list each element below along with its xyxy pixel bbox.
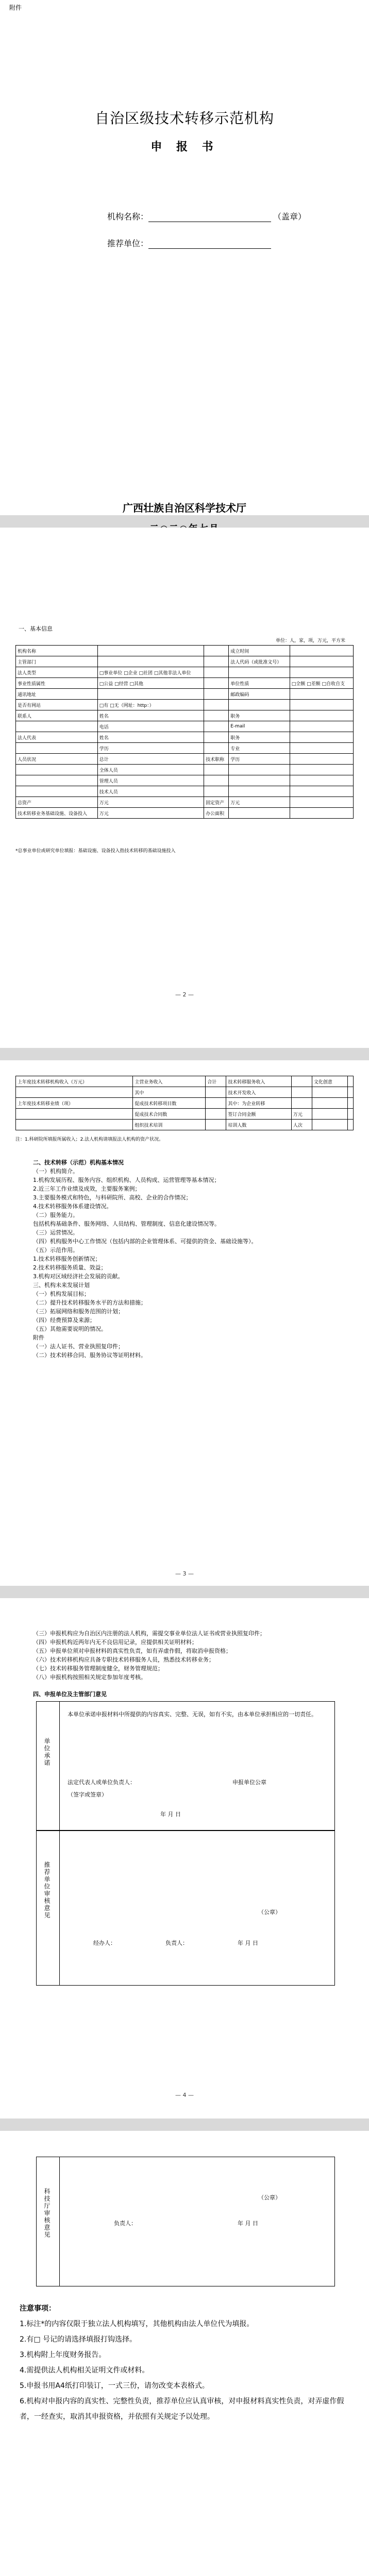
paragraph: （七）技术转移服务管理制度健全，财务管理规范；: [33, 1665, 163, 1672]
stats-page: [0, 1060, 369, 1586]
org-seal: （盖章）: [273, 212, 307, 222]
table-row: [16, 1098, 354, 1109]
paragraph: （二）技术转移合同、服务协议等证明材料。: [33, 1352, 146, 1359]
department-lead-label: 负责人：: [114, 2220, 137, 2227]
paragraph: （二）服务能力。: [33, 1212, 78, 1218]
signature-note: （签字或签章）: [68, 1791, 107, 1798]
table-cell[interactable]: [204, 678, 229, 689]
recommender-opinion-label: 推荐单位审核意见: [43, 1861, 51, 1919]
commitment-box: [36, 1701, 335, 1831]
table-cell[interactable]: [312, 1120, 347, 1130]
table-cell: 培训人数: [226, 1120, 292, 1130]
table-cell[interactable]: [206, 1087, 226, 1098]
table-cell: 专业: [229, 743, 290, 754]
table-row: [16, 775, 354, 786]
table-cell: 成立时间: [229, 646, 290, 656]
table-cell[interactable]: [290, 743, 353, 754]
table-cell[interactable]: [290, 775, 353, 786]
table-cell: □全额 □差额 □自收自支: [290, 678, 353, 689]
recommender-lead-label: 负责人：: [165, 1940, 188, 1946]
table-row: [16, 667, 354, 678]
table-cell: 邮政编码: [229, 689, 290, 700]
table-cell[interactable]: [16, 1109, 133, 1120]
basic-heading: 一、基本信息: [19, 625, 53, 632]
issuer-name: 广西壮族自治区科学技术厅: [123, 502, 246, 514]
cover-subtitle: 申 报 书: [150, 141, 219, 154]
notes-title: 注意事项：: [20, 2304, 56, 2313]
table-cell: 技术职称: [204, 754, 229, 765]
table-cell[interactable]: [204, 689, 229, 700]
table-cell[interactable]: [290, 700, 353, 710]
table-row: [16, 808, 354, 819]
paragraph: （六）技术转移机构应具备专职技术转移服务人员，熟悉技术转移业务；: [33, 1656, 214, 1663]
table-cell: □有 □无（网址：http：）: [97, 700, 204, 710]
paragraph: （四）经费预算及来源；: [33, 1317, 95, 1324]
org-name-label: 机构名称：: [107, 212, 149, 222]
table-cell: 技术转移业务基础设施、设备投入: [16, 808, 98, 819]
table-cell[interactable]: [204, 667, 229, 678]
attachment-label: 附件: [9, 4, 22, 11]
table-cell: 法人代表: [16, 732, 98, 743]
table-cell: 办公面积: [204, 808, 229, 819]
table-row: [16, 797, 354, 808]
table-cell: 合计: [206, 1076, 226, 1087]
table-cell: E-mail: [229, 721, 290, 732]
table-cell: 万元: [97, 797, 204, 808]
table-cell: 固定资产: [204, 797, 229, 808]
table-cell: 单位性质: [229, 678, 290, 689]
table-cell: 文化创意: [312, 1076, 347, 1087]
table-cell[interactable]: [347, 1087, 353, 1098]
table-cell[interactable]: [290, 765, 353, 775]
page-number: — 2 —: [175, 991, 194, 998]
table-cell[interactable]: [204, 646, 229, 656]
narrative-heading: 二、技术转移（示范）机构基本情况: [33, 1159, 124, 1166]
paragraph: （二）提升技术转移服务水平的方法和措施；: [33, 1299, 146, 1306]
table-cell[interactable]: [204, 786, 229, 797]
table-cell[interactable]: [16, 765, 98, 775]
table-cell: 主管部门: [16, 656, 98, 667]
table-cell[interactable]: [290, 732, 353, 743]
table-cell[interactable]: [97, 689, 204, 700]
box-divider: [59, 1702, 60, 1831]
table-cell: 上年度技术转移机构收入（万元）: [16, 1076, 133, 1087]
table-cell[interactable]: [16, 1120, 133, 1130]
table-cell: 职务: [229, 710, 290, 721]
table-cell: 通讯地址: [16, 689, 98, 700]
table-row: [16, 765, 354, 775]
cover-page: [0, 0, 369, 515]
page-number: — 4 —: [175, 2092, 194, 2098]
org-name-line[interactable]: [148, 212, 271, 222]
table-cell[interactable]: [229, 775, 290, 786]
box-divider: [59, 1831, 60, 1985]
table-cell[interactable]: [204, 721, 229, 732]
paragraph: 3.机构对区域经济社会发展的贡献。: [33, 1273, 124, 1280]
table-cell: 其中: [133, 1087, 206, 1098]
paragraph: （三）拓展网络和服务范围的计划；: [33, 1308, 124, 1315]
table-cell: 事业性质属性: [16, 678, 98, 689]
table-cell[interactable]: [229, 667, 290, 678]
table-cell: □公益 □经营 □其他: [97, 678, 204, 689]
paragraph: 1.标注*的内容仅限于独立法人机构填写，其他机构由法人单位代为填报。: [20, 2320, 254, 2328]
paragraph: （五）申报单位须对申报材料的真实性负责，如有弄虚作假，将取消申报资格；: [33, 1648, 231, 1654]
table-cell[interactable]: [97, 656, 204, 667]
table-cell[interactable]: [16, 786, 98, 797]
table-cell: 是否有网站: [16, 700, 98, 710]
basic-info-page: [0, 528, 369, 1048]
paragraph: 附件: [33, 1334, 44, 1341]
narrative-block: [33, 1158, 337, 1360]
table-cell: 管理人员: [97, 775, 204, 786]
table-cell[interactable]: [347, 1076, 353, 1087]
table-row: [16, 1087, 354, 1098]
table-cell: 总计: [97, 754, 204, 765]
recommender-label: 推荐单位：: [107, 239, 149, 248]
table-row: [16, 700, 354, 710]
stats-table: [15, 1076, 354, 1130]
table-cell: 万元: [291, 1109, 312, 1120]
table-cell: 机构名称: [16, 646, 98, 656]
table-cell[interactable]: [229, 808, 290, 819]
paragraph: （一）法人证书、营业执照复印件；: [33, 1343, 124, 1350]
table-cell[interactable]: [229, 700, 290, 710]
table-cell: 法人代码（或批准文号）: [229, 656, 290, 667]
table-row: [16, 689, 354, 700]
department-seal: （公章）: [258, 2194, 281, 2201]
table-cell: 主营业务收入: [133, 1076, 206, 1087]
table-cell[interactable]: [312, 1109, 347, 1120]
commitment-text: 本单位承诺申报材料中所提供的内容真实、完整、无误，如有不实，由本单位承担相应的一切责任。: [68, 1711, 317, 1718]
table-cell[interactable]: [290, 689, 353, 700]
table-cell: 组织技术培训: [133, 1120, 206, 1130]
paragraph: （五）其他需要说明的情况。: [33, 1326, 107, 1332]
table-cell: 联系人: [16, 710, 98, 721]
table-row: [16, 678, 354, 689]
table-cell: 万元: [229, 797, 290, 808]
table-cell[interactable]: [204, 710, 229, 721]
page-number: — 3 —: [175, 1570, 194, 1577]
recommender-line[interactable]: [148, 239, 271, 249]
table-row: [16, 786, 354, 797]
department-box: [36, 2157, 335, 2286]
table-cell: 技术人员: [97, 786, 204, 797]
table-cell[interactable]: [204, 743, 229, 754]
table-cell[interactable]: [204, 765, 229, 775]
stats-footnote: 注：1.科研院所填报所属收入；2.法人机构请填报法人机构的资产状况。: [15, 1137, 164, 1142]
legal-rep-label: 法定代表人或单位负责人：: [68, 1779, 136, 1786]
notes-page: [0, 2131, 369, 2576]
table-cell[interactable]: [312, 1087, 347, 1098]
table-cell[interactable]: [16, 721, 98, 732]
recommender-row: [107, 237, 271, 249]
opinion-page: [0, 1598, 369, 2119]
department-opinion-label: 科技厅审核意见: [43, 2188, 51, 2239]
table-cell: □事业单位 □企业 □社团 □其他非法人单位: [97, 667, 204, 678]
table-cell[interactable]: [206, 1098, 226, 1109]
paragraph: （一）机构发展目标；: [33, 1291, 90, 1297]
paragraph: （四）申报机构近两年内无不良信用记录，应提供相关证明材料；: [33, 1639, 197, 1646]
table-cell: 电话: [97, 721, 204, 732]
table-cell[interactable]: [347, 1098, 353, 1109]
table-row: [16, 1120, 354, 1130]
paragraph: 包括机构基础条件、服务网络、人员结构、管理制度、信息化建设情况等。: [33, 1221, 220, 1227]
box-divider: [59, 2157, 60, 2286]
table-row: [16, 1076, 354, 1087]
table-cell[interactable]: [204, 656, 229, 667]
org-name-row: [107, 210, 306, 222]
paragraph: 1.技术转移服务创新情况；: [33, 1256, 101, 1262]
paragraph: （三）运营情况。: [33, 1229, 78, 1236]
handler-label: 经办人：: [93, 1940, 116, 1946]
basic-info-table: [15, 645, 354, 819]
table-cell[interactable]: [347, 1109, 353, 1120]
table-cell[interactable]: [16, 775, 98, 786]
paragraph: 2.有□ 号记的请选择填报打钩选择。: [20, 2335, 137, 2344]
table-row: [16, 656, 354, 667]
table-cell[interactable]: [291, 1098, 312, 1109]
commitment-label: 单位承诺: [43, 1738, 51, 1767]
table-cell[interactable]: [204, 732, 229, 743]
date-field[interactable]: 年 月 日: [238, 2220, 258, 2227]
paragraph: 3.机构附上年度财务报告。: [20, 2351, 106, 2359]
table-cell: 签订合同金额: [226, 1109, 292, 1120]
table-cell: 促成技术合同数: [133, 1109, 206, 1120]
paragraph: 3.主要服务模式和特色，与科研院所、高校、企业的合作情况；: [33, 1194, 192, 1201]
table-cell[interactable]: [204, 700, 229, 710]
paragraph: （八）申报机构按照相关规定参加年度考核。: [33, 1674, 146, 1681]
date-field[interactable]: 年 月 日: [160, 1811, 181, 1818]
unit-note: 单位：人，家，项，万元，平方米: [275, 638, 345, 643]
cover-title: 自治区级技术转移示范机构: [94, 110, 274, 127]
table-cell: 人次: [291, 1120, 312, 1130]
paragraph: 1.机构发展历程、服务内容、组织机构、人员构成、运营管理等基本情况；: [33, 1177, 220, 1183]
table-row: [16, 1109, 354, 1120]
table-cell[interactable]: [347, 1120, 353, 1130]
table-cell[interactable]: [229, 765, 290, 775]
table-cell: 人员状况: [16, 754, 98, 765]
table-cell: 技术转移服务收入: [226, 1076, 292, 1087]
table-cell: 姓名: [97, 710, 204, 721]
applicant-seal: 申报单位公章: [232, 1779, 266, 1786]
table-cell: 全体人员: [97, 765, 204, 775]
paragraph: 4.技术转移服务体系建设情况。: [33, 1203, 112, 1210]
table-cell: 其中：为企业转移: [226, 1098, 292, 1109]
table-cell: 学历: [229, 754, 290, 765]
table-cell[interactable]: [16, 743, 98, 754]
table-cell[interactable]: [290, 710, 353, 721]
paragraph: （四）机构服务中心工作情况（包括内部的企业管理体系、可提供的资金、基础设施等）。: [33, 1238, 257, 1245]
table-row: [16, 721, 354, 732]
table-cell[interactable]: [16, 1087, 133, 1098]
table-cell[interactable]: [204, 775, 229, 786]
table-row: [16, 710, 354, 721]
table-cell[interactable]: [312, 1098, 347, 1109]
table-cell[interactable]: [290, 808, 353, 819]
notes-block: [20, 2301, 349, 2425]
table-cell[interactable]: [290, 797, 353, 808]
table-cell[interactable]: [291, 1087, 312, 1098]
paragraph: 6.机构对申报内容的真实性、完整性负责，推荐单位应认真审核，对申报材料真实性负责，对弄虚作假者，一经查实，取消其申报资格，并依照有关规定予以处理。: [20, 2397, 344, 2421]
table-cell[interactable]: [290, 786, 353, 797]
table-row: [16, 743, 354, 754]
table-cell[interactable]: [290, 667, 353, 678]
table-cell[interactable]: [206, 1120, 226, 1130]
paragraph: （一）机构简介。: [33, 1168, 78, 1175]
recommender-box: [36, 1830, 335, 1986]
paragraph: 5.申报书用A4纸打印装订，一式三份，请勿改变本表格式。: [20, 2382, 209, 2390]
table-cell: 促成技术转移项目数: [133, 1098, 206, 1109]
table-row: [16, 646, 354, 656]
commitment-block: [33, 1629, 337, 1682]
recommender-seal: （公章）: [258, 1909, 281, 1916]
table-cell[interactable]: [206, 1109, 226, 1120]
paragraph: 2.近三年工作业绩及成效，主要服务案例；: [33, 1185, 141, 1192]
date-field[interactable]: 年 月 日: [238, 1940, 258, 1946]
paragraph: （五）示范作用。: [33, 1247, 78, 1253]
paragraph: 三、机构未来发展计划: [33, 1282, 90, 1289]
opinion-heading: 四、申报单位及主管部门意见: [33, 1691, 107, 1698]
table-cell: 万元: [97, 808, 204, 819]
paragraph: 4.需提供法人机构相关证明文件或材料。: [20, 2366, 149, 2375]
table-cell: 上年度技术转移业绩（项）: [16, 1098, 133, 1109]
paragraph: （三）申报机构应为自治区内注册的法人机构，需提交事业单位法人证书或营业执照复印件；: [33, 1630, 265, 1637]
table-cell[interactable]: [290, 656, 353, 667]
table-cell[interactable]: [290, 646, 353, 656]
table-cell: 职务: [229, 732, 290, 743]
paragraph: 2.技术转移服务质量、效益；: [33, 1264, 107, 1271]
table-cell[interactable]: [229, 786, 290, 797]
table-cell[interactable]: [290, 754, 353, 765]
table-cell: 法人类型: [16, 667, 98, 678]
table-cell[interactable]: [97, 646, 204, 656]
table-cell[interactable]: [291, 1076, 312, 1087]
table-cell: 学历: [97, 743, 204, 754]
table-row: [16, 754, 354, 765]
table-cell: 技术开发收入: [226, 1087, 292, 1098]
table-cell: 总资产: [16, 797, 98, 808]
table-row: [16, 732, 354, 743]
table-cell[interactable]: [290, 721, 353, 732]
table-cell: 姓名: [97, 732, 204, 743]
basic-footnote: *总事业单位或研究单位填报：基础设施、设备投入指技术转移的基础设施投入: [15, 849, 176, 854]
